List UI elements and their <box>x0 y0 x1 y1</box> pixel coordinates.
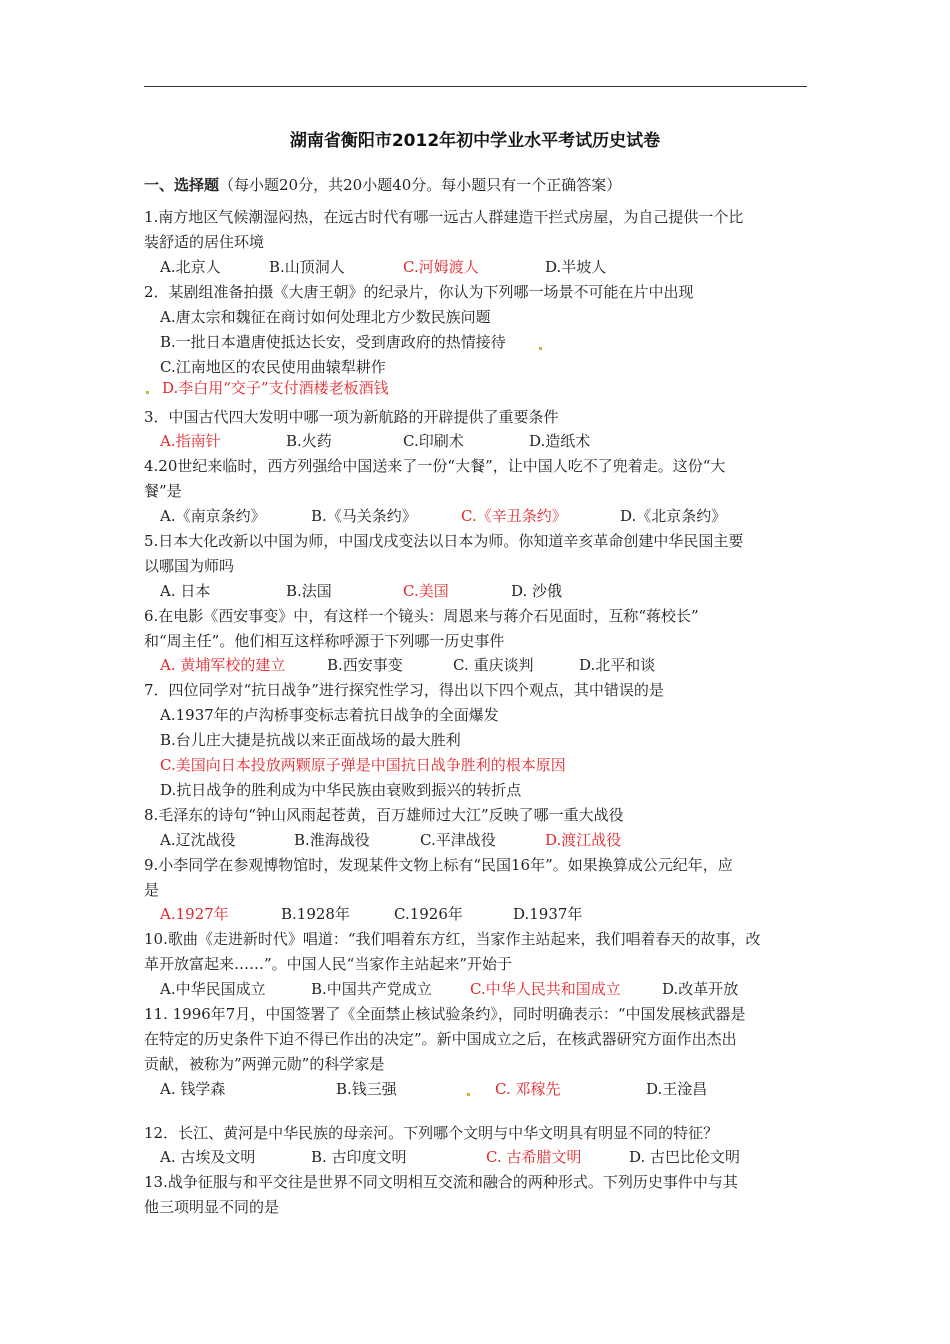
section-label: 一、选择题 <box>144 176 220 194</box>
q1-line2: 装舒适的居住环境 <box>144 233 265 251</box>
q9-line1: 9.小李同学在参观博物馆时，发现某件文物上标有“民国16年”。如果换算成公元纪年，应 <box>144 856 733 874</box>
exam-title: 湖南省衡阳市2012年初中学业水平考试历史试卷 <box>289 131 661 151</box>
section-note: （每小题20分，共20小题40分。每小题只有一个正确答案） <box>219 176 622 194</box>
q4-option-d: D.《北京条约》 <box>620 507 727 525</box>
q11-line3: 贡献，被称为”两弹元勋”的科学家是 <box>144 1055 385 1073</box>
q6-option-b: B.西安事变 <box>327 656 403 674</box>
q6-line1: 6.在电影《西安事变》中，有这样一个镜头：周恩来与蒋介石见面时，互称“蒋校长” <box>144 607 699 625</box>
q10-option-b: B.中国共产党成立 <box>311 980 432 998</box>
q8-option-c: C.平津战役 <box>420 831 496 849</box>
q4-option-a: A.《南京条约》 <box>160 507 266 525</box>
q6-option-c: C. 重庆谈判 <box>453 656 534 674</box>
q10-option-d: D.改革开放 <box>662 980 739 998</box>
q3-option-b: B.火药 <box>286 432 332 450</box>
mark-dot <box>467 1093 470 1096</box>
q5-option-b: B.法国 <box>286 582 332 600</box>
q10-line2: 革开放富起来……”。中国人民“当家作主站起来”开始于 <box>144 955 513 973</box>
q9-option-a: A.1927年 <box>160 905 229 923</box>
q10-option-a: A.中华民国成立 <box>160 980 266 998</box>
q3-line1: 3．中国古代四大发明中哪一项为新航路的开辟提供了重要条件 <box>144 408 559 426</box>
q9-line2: 是 <box>144 881 160 899</box>
q11-option-a: A. 钱学森 <box>160 1080 226 1098</box>
top-rule <box>144 86 807 87</box>
q5-option-c: C.美国 <box>403 582 449 600</box>
q7-option-a: A.1937年的卢沟桥事变标志着抗日战争的全面爆发 <box>160 706 499 724</box>
q12-option-c: C. 古希腊文明 <box>486 1148 582 1166</box>
q11-option-c: C. 邓稼先 <box>495 1080 561 1098</box>
q8-line1: 8.毛泽东的诗句“钟山风雨起苍黄，百万雄师过大江”反映了哪一重大战役 <box>144 806 624 824</box>
q6-option-a: A. 黄埔军校的建立 <box>160 656 286 674</box>
q2-option-d: D.李白用“交子”支付酒楼老板酒钱 <box>162 379 389 397</box>
q9-option-c: C.1926年 <box>394 905 463 923</box>
q2-option-c: C.江南地区的农民使用曲辕犁耕作 <box>160 358 386 376</box>
q9-option-d: D.1937年 <box>513 905 583 923</box>
q5-line1: 5.日本大化改新以中国为师，中国戊戌变法以日本为师。你知道辛亥革命创建中华民国主要 <box>144 532 744 550</box>
q1-option-c: C.河姆渡人 <box>403 258 479 276</box>
q4-line1: 4.20世纪来临时，西方列强给中国送来了一份“大餐”，让中国人吃不了兜着走。这份“大 <box>144 457 726 475</box>
q8-option-d: D.渡江战役 <box>545 831 622 849</box>
q8-option-b: B.淮海战役 <box>294 831 370 849</box>
q7-option-c: C.美国向日本投放两颗原子弹是中国抗日战争胜利的根本原因 <box>160 756 566 774</box>
q5-line2: 以哪国为师吗 <box>144 557 235 575</box>
q11-option-d: D.王淦昌 <box>646 1080 708 1098</box>
q13-line1: 13.战争征服与和平交往是世界不同文明相互交流和融合的两种形式。下列历史事件中与其 <box>144 1173 738 1191</box>
q12-option-b: B. 古印度文明 <box>311 1148 407 1166</box>
q5-option-d: D. 沙俄 <box>511 582 563 600</box>
q6-line2: 和“周主任”。他们相互这样称呼源于下列哪一历史事件 <box>144 632 505 650</box>
q4-line2: 餐”是 <box>144 482 182 500</box>
q1-option-d: D.半坡人 <box>545 258 607 276</box>
q2-option-b: B.一批日本遣唐使抵达长安，受到唐政府的热情接待 <box>160 333 506 351</box>
q9-option-b: B.1928年 <box>281 905 350 923</box>
q6-option-d: D.北平和谈 <box>579 656 656 674</box>
q12-line1: 12．长江、黄河是中华民族的母亲河。下列哪个文明与中华文明具有明显不同的特征？ <box>144 1124 719 1142</box>
q11-line1: 11. 1996年7月，中国签署了《全面禁止核试验条约》，同时明确表示：“中国发展核武器是 <box>144 1005 746 1023</box>
q4-option-b: B.《马关条约》 <box>311 507 417 525</box>
q5-option-a: A. 日本 <box>160 582 211 600</box>
q3-option-d: D.造纸术 <box>529 432 591 450</box>
q12-option-d: D. 古巴比伦文明 <box>629 1148 741 1166</box>
q7-option-d: D.抗日战争的胜利成为中华民族由衰败到振兴的转折点 <box>160 781 522 799</box>
q3-option-c: C.印刷术 <box>403 432 464 450</box>
q4-option-c: C.《辛丑条约》 <box>461 507 567 525</box>
q2-line1: 2．某剧组准备拍摄《大唐王朝》的纪录片，你认为下列哪一场景不可能在片中出现 <box>144 283 694 301</box>
q2-option-a: A.唐太宗和魏征在商讨如何处理北方少数民族问题 <box>160 308 491 326</box>
mark-dot <box>146 391 149 394</box>
mark-dot <box>539 347 542 350</box>
q7-option-b: B.台儿庄大捷是抗战以来正面战场的最大胜利 <box>160 731 461 749</box>
q13-line2: 他三项明显不同的是 <box>144 1198 280 1216</box>
q11-line2: 在特定的历史条件下迫不得已作出的决定”。新中国成立之后，在核武器研究方面作出杰出 <box>144 1030 737 1048</box>
q1-option-a: A.北京人 <box>160 258 221 276</box>
q12-option-a: A. 古埃及文明 <box>160 1148 256 1166</box>
q1-option-b: B.山顶洞人 <box>269 258 345 276</box>
q1-line1: 1.南方地区气候潮湿闷热，在远古时代有哪一远古人群建造干拦式房屋，为自己提供一个比 <box>144 208 744 226</box>
q10-line1: 10.歌曲《走进新时代》唱道：“我们唱着东方红，当家作主站起来，我们唱着春天的故事，改 <box>144 930 761 948</box>
q7-line1: 7．四位同学对“抗日战争”进行探究性学习，得出以下四个观点，其中错误的是 <box>144 681 664 699</box>
section-heading <box>144 174 621 195</box>
q11-option-b: B.钱三强 <box>336 1080 397 1098</box>
q3-option-a: A.指南针 <box>160 432 221 450</box>
q8-option-a: A.辽沈战役 <box>160 831 236 849</box>
q10-option-c: C.中华人民共和国成立 <box>470 980 621 998</box>
